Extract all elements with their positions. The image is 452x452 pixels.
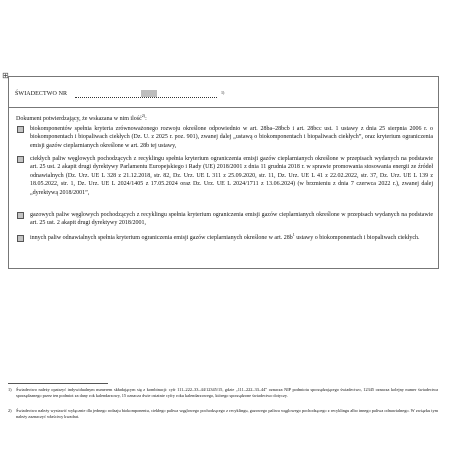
- certificate-header: [9, 77, 438, 108]
- option-other-renewable-fuels-text: [30, 234, 433, 242]
- option-other-sup: 1: [292, 232, 295, 237]
- checkbox-other-renewable-fuels[interactable]: [17, 235, 24, 242]
- footnote-ref-1: 1): [221, 90, 225, 95]
- option-liquid-carbon-fuels-text: ciekłych paliw węglowych pochodzących z recyklingu spełnia kryterium ograniczenia emisji gazów cieplarnianych określone w przepisach wydanych na podstawie art. 25 ust. 2 akapit drugi dyrektywy Parlamentu Europejskiego i Rady (UE) 2018/2001 z dnia 11 grudnia 2018 r. w sprawie promowania stosowania energii ze źródeł odnawialnych (Dz. Urz. UE L 328 z 21.12.2018, str. 82, Dz. Urz. UE L 311 z 25.09.2020, str. 11, Dz. Urz. UE L 41 z 22.02.2022, str. 37, Dz. Urz. UE L 139 z 18.05.2022, str. 1, Dz. Urz. UE L 2024/1405 z 17.05.2024 oraz Dz. Urz. UE L 2024/1711 z 13.06.2024) (w brzmieniu z dnia 7 czerwca 2022 r.), zwanej dalej „dyrektywą 2018/2001”,: [30, 156, 433, 196]
- intro-text: [16, 113, 147, 122]
- certificate-form: [8, 76, 439, 269]
- footnote-1-number: 1): [8, 387, 12, 392]
- option-biocomponents-text: biokomponentów spełnia kryteria zrównoważonego rozwoju określone odpowiednio w art. 28ba–28bcb i art. 28bcc ust. 1 ustawy z dnia 25 sierpnia 2006 r. o biokomponentach i biopaliwach ciekłych (Dz. U. z 2025 r. poz. 901), zwanej dalej „ustawą o biokomponentach i biopaliwach ciekłych”, oraz kryterium ograniczenia emisji gazów cieplarnianych określone w art. 28b tej ustawy,: [30, 126, 433, 149]
- checkbox-biocomponents[interactable]: [17, 126, 24, 133]
- intro-footnote-ref: 2): [141, 113, 146, 118]
- option-other-text-before: innych paliw odnawialnych spełnia kryterium ograniczenia emisji gazów cieplarnianych określone w art. 28b: [30, 235, 293, 241]
- checkbox-liquid-carbon-fuels[interactable]: [17, 156, 24, 163]
- certificate-number-label: ŚWIADECTWO NR: [15, 91, 68, 97]
- table-anchor-icon[interactable]: ⊞: [2, 71, 9, 80]
- certificate-number-line: [75, 97, 217, 98]
- checkbox-gaseous-carbon-fuels[interactable]: [17, 212, 24, 219]
- intro-label: Dokument potwierdzający, że wskazana w nim ilość: [16, 116, 142, 122]
- certificate-number-field[interactable]: [141, 90, 157, 97]
- footnote-2-text: Świadectwo należy wystawić wyłącznie dla jednego rodzaju biokomponentu, ciekłego paliwa węglowego pochodzącego z recyklingu, gazowego paliwa węglowego pochodzącego z recyklingu albo innego paliwa odnawialnego. W związku tym należy zaznaczyć właściwy kwadrat.: [16, 408, 438, 420]
- footnote-separator: [8, 383, 108, 384]
- intro-colon: :: [145, 116, 147, 122]
- footnote-2-number: 2): [8, 408, 12, 413]
- option-gaseous-carbon-fuels-text: gazowych paliw węglowych pochodzących z recyklingu spełnia kryterium ograniczenia emisji gazów cieplarnianych określone w przepisach wydanych na podstawie art. 25 ust. 2 akapit drugi dyrektywy 2018/2001,: [30, 212, 433, 227]
- footnote-1-text: Świadectwo należy opatrzyć indywidualnym numerem składającym się z kombinacji: cyfr 111–222–33–44/12345/15, gdzie „111–222–33–44” oznacza NIP podmiotu sporządzającego świadectwo, 12345 oznacza kolejny numer świadectwa sporządzanego przez ten podmiot za dany rok kalendarzowy, 15 oznacza dwie ostatnie cyfry roku kalendarzowego, którego sporządzone świadectwo dotyczy.: [16, 387, 438, 399]
- option-other-text-after: ustawy o biokomponentach i biopaliwach ciekłych.: [294, 235, 420, 241]
